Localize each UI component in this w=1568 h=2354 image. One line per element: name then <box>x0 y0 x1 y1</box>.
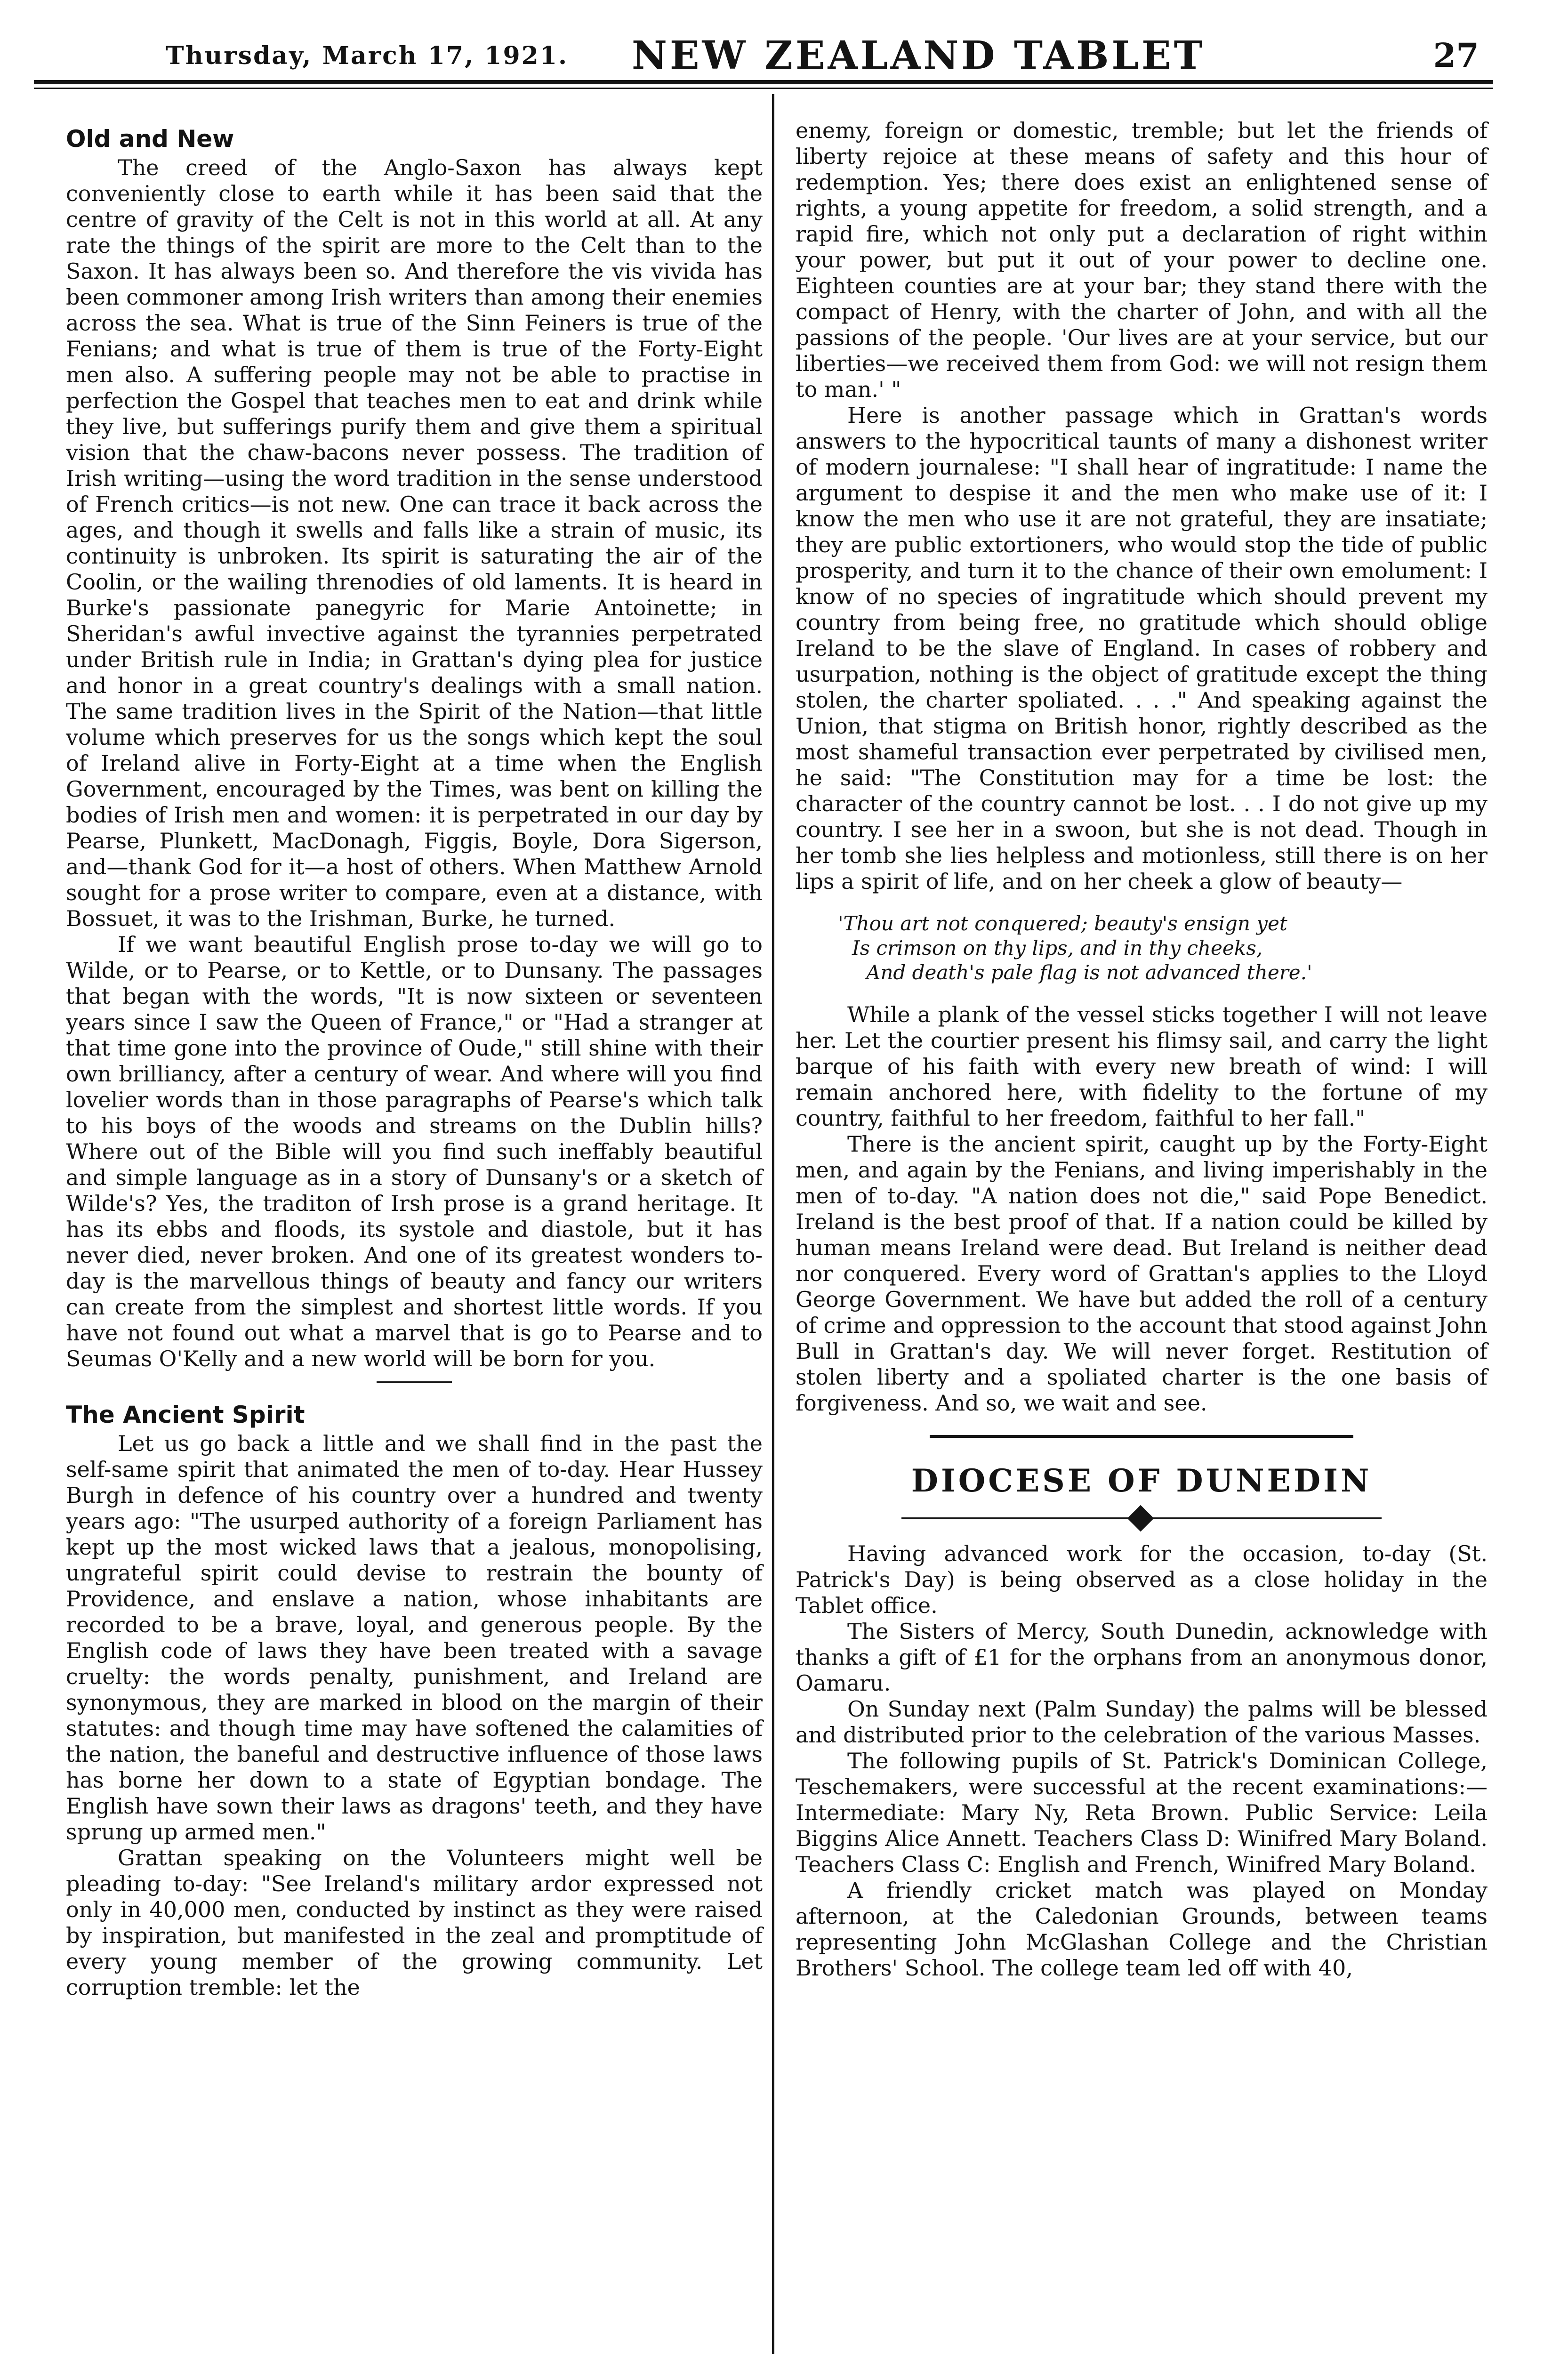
paragraph: The following pupils of St. Patrick's Dominican College, Teschemakers, were successful at the recent examinations:—Intermediate: Mary Ny, Reta Brown. Public Service: Leila Biggins Alice Annett. Teachers Class D: Winifred Mary Boland. Teachers Class C: English and French, Winifred Mary Boland. <box>796 1748 1488 1877</box>
verse-quote <box>838 911 1488 985</box>
paragraph: A friendly cricket match was played on Monday afternoon, at the Caledonian Grounds, between teams representing John McGlashan College and the Christian Brothers' School. The college team led off with 40, <box>796 1878 1488 1981</box>
column-divider <box>772 94 774 2354</box>
issue-date: Thursday, March 17, 1921. <box>166 41 569 70</box>
page-header <box>34 26 1493 78</box>
paragraph: Let us go back a little and we shall find in the past the self-same spirit that animated the men of to-day. Hear Hussey Burgh in defence of his country over a hundred and twenty years ago: "The usurped authority of a foreign Parliament has kept up the most wicked laws that a jealous, monopolising, ungrateful spirit could devise to restrain the bounty of Providence, and enslave a nation, whose inhabitants are recorded to be a brave, loyal, and generous people. By the English code of laws they have been treated with a savage cruelty: the words penalty, punishment, and Ireland are synonymous, they are marked in blood on the margin of their statutes: and though time may have softened the calamities of the nation, the baneful and destructive influence of those laws has borne her down to a state of Egyptian bondage. The English have sown their laws as dragons' teeth, and they have sprung up armed men." <box>66 1431 763 1845</box>
paragraph: Having advanced work for the occasion, to-day (St. Patrick's Day) is being observed as a close holiday in the Tablet office. <box>796 1541 1488 1618</box>
paragraph: enemy, foreign or domestic, tremble; but let the friends of liberty rejoice at these means of safety and this hour of redemption. Yes; there does exist an enlightened sense of rights, a young appetite for freedom, a solid strength, and a rapid fire, which not only put a declaration of right within your power, but put it out of your power to decline one. Eighteen counties are at your bar; they stand there with the compact of Henry, with the charter of John, and with all the passions of the people. 'Our lives are at your service, but our liberties—we received them from God: we will not resign them to man.' " <box>796 118 1488 402</box>
diocese-heading: DIOCESE OF DUNEDIN <box>911 1462 1372 1499</box>
paragraph: The creed of the Anglo-Saxon has always kept conveniently close to earth while it has been said that the centre of gravity of the Celt is not in this world at all. At any rate the things of the spirit are more to the Celt than to the Saxon. It has always been so. And therefore the vis vivida has been commoner among Irish writers than among their enemies across the sea. What is true of the Sinn Feiners is true of the Fenians; and what is true of them is true of the Forty-Eight men also. A suffering people may not be able to practise in perfection the Gospel that teaches men to eat and drink while they live, but sufferings purify them and give them a spiritual vision that the chaw-bacons never possess. The tradition of Irish writing—using the word tradition in the sense understood of French critics—is not new. One can trace it back across the ages, and though it swells and falls like a strain of music, its continuity is unbroken. Its spirit is saturating the air of the Coolin, or the wailing threnodies of old laments. It is heard in Burke's passionate panegyric for Marie Antoinette; in Sheridan's awful invective against the tyrannies perpetrated under British rule in India; in Grattan's dying plea for justice and honor in a great country's dealings with a small nation. The same tradition lives in the Spirit of the Nation—that little volume which preserves for us the songs which kept the soul of Ireland alive in Forty-Eight at a time when the English Government, encouraged by the Times, was bent on killing the bodies of Irish men and women: it is perpetrated in our day by Pearse, Plunkett, MacDonagh, Figgis, Boyle, Dora Sigerson, and—thank God for it—a host of others. When Matthew Arnold sought for a prose writer to compare, even at a distance, with Bossuet, it was to the Irishman, Burke, he turned. <box>66 155 763 931</box>
paragraph: Here is another passage which in Grattan's words answers to the hypocritical taunts of many a dishonest writer of modern journalese: "I shall hear of ingratitude: I name the argument to despise it and the men who make use of it: I know the men who use it are not grateful, they are insatiate; they are public extortioners, who would stop the tide of public prosperity, and turn it to the chance of their own emolument: I know of no species of ingratitude which should prevent my country from being free, no gratitude which should oblige Ireland to be the slave of England. In cases of robbery and usurpation, nothing is the object of gratitude except the thing stolen, the charter spoliated. . . ." And speaking against the Union, that stigma on British honor, rightly described as the most shameful transaction ever perpetrated by civilised men, he said: "The Constitution may for a time be lost: the character of the country cannot be lost. . . I do not give up my country. I see her in a swoon, but she is not dead. Though in her tomb she lies helpless and motionless, still there is on her lips a spirit of life, and on her cheek a glow of beauty— <box>796 403 1488 894</box>
paragraph: There is the ancient spirit, caught up by the Forty-Eight men, and again by the Fenians, and living imperishably in the men of to-day. "A nation does not die," said Pope Benedict. Ireland is the best proof of that. If a nation could be killed by human means Ireland were dead. But Ireland is neither dead nor conquered. Every word of Grattan's applies to the Lloyd George Government. We have but added the roll of a century of crime and oppression to the account that stood against John Bull in Grattan's day. We will never forget. Restitution of stolen liberty and a spoliated charter is the one basis of forgiveness. And so, we wait and see. <box>796 1131 1488 1416</box>
verse-line: 'Thou art not conquered; beauty's ensign yet <box>838 912 1287 935</box>
publication-title: NEW ZEALAND TABLET <box>632 33 1206 78</box>
header-rule-thin <box>34 88 1493 89</box>
section-separator <box>377 1381 452 1383</box>
verse-line: Is crimson on thy lips, and in thy cheeks, <box>852 936 1263 959</box>
header-rule <box>34 80 1493 84</box>
verse-line: And death's pale flag is not advanced there.' <box>866 961 1312 984</box>
section-heading-old-and-new: Old and New <box>66 125 234 153</box>
paragraph: Grattan speaking on the Volunteers might well be pleading to-day: "See Ireland's military ardor expressed not only in 40,000 men, conducted by instinct as they were raised by inspiration, but manifested in the zeal and promptitude of every young member of the growing community. Let corruption tremble: let the <box>66 1845 763 2000</box>
ornament-rule <box>901 1513 1382 1524</box>
paragraph: The Sisters of Mercy, South Dunedin, acknowledge with thanks a gift of £1 for the orphans from an anonymous donor, Oamaru. <box>796 1619 1488 1696</box>
paragraph: While a plank of the vessel sticks together I will not leave her. Let the courtier present his flimsy sail, and carry the light barque of his faith with every new breath of wind: I will remain anchored here, with fidelity to the fortune of my country, faithful to her freedom, faithful to her fall." <box>796 1002 1488 1131</box>
section-heading-ancient-spirit: The Ancient Spirit <box>66 1401 305 1428</box>
divider-rule <box>930 1435 1353 1438</box>
page-number: 27 <box>1433 36 1479 75</box>
paragraph: On Sunday next (Palm Sunday) the palms will be blessed and distributed prior to the celebration of the various Masses. <box>796 1696 1488 1748</box>
article-divider <box>796 1435 1488 1438</box>
left-column <box>66 118 763 2000</box>
ornament-diamond-icon <box>1127 1505 1154 1532</box>
right-column <box>796 118 1488 1981</box>
paragraph: If we want beautiful English prose to-day we will go to Wilde, or to Pearse, or to Kettle, or to Dunsany. The passages that began with the words, "It is now sixteen or seventeen years since I saw the Queen of France," or "Had a stranger at that time gone into the province of Oude," still shine with their own brilliancy, after a century of wear. And where will you find lovelier words than in those paragraphs of Pearse's which talk to his boys of the woods and streams on the Dublin hills? Where out of the Bible will you find such ineffably beautiful and simple language as in a story of Dunsany's or a sketch of Wilde's? Yes, the traditon of Irsh prose is a grand heritage. It has its ebbs and floods, its systole and diastole, but it has never died, never broken. And one of its greatest wonders to-day is the marvellous things of beauty and fancy our writers can create from the simplest and shortest little words. If you have not found out what a marvel that is go to Pearse and to Seumas O'Kelly and a new world will be born for you. <box>66 932 763 1371</box>
